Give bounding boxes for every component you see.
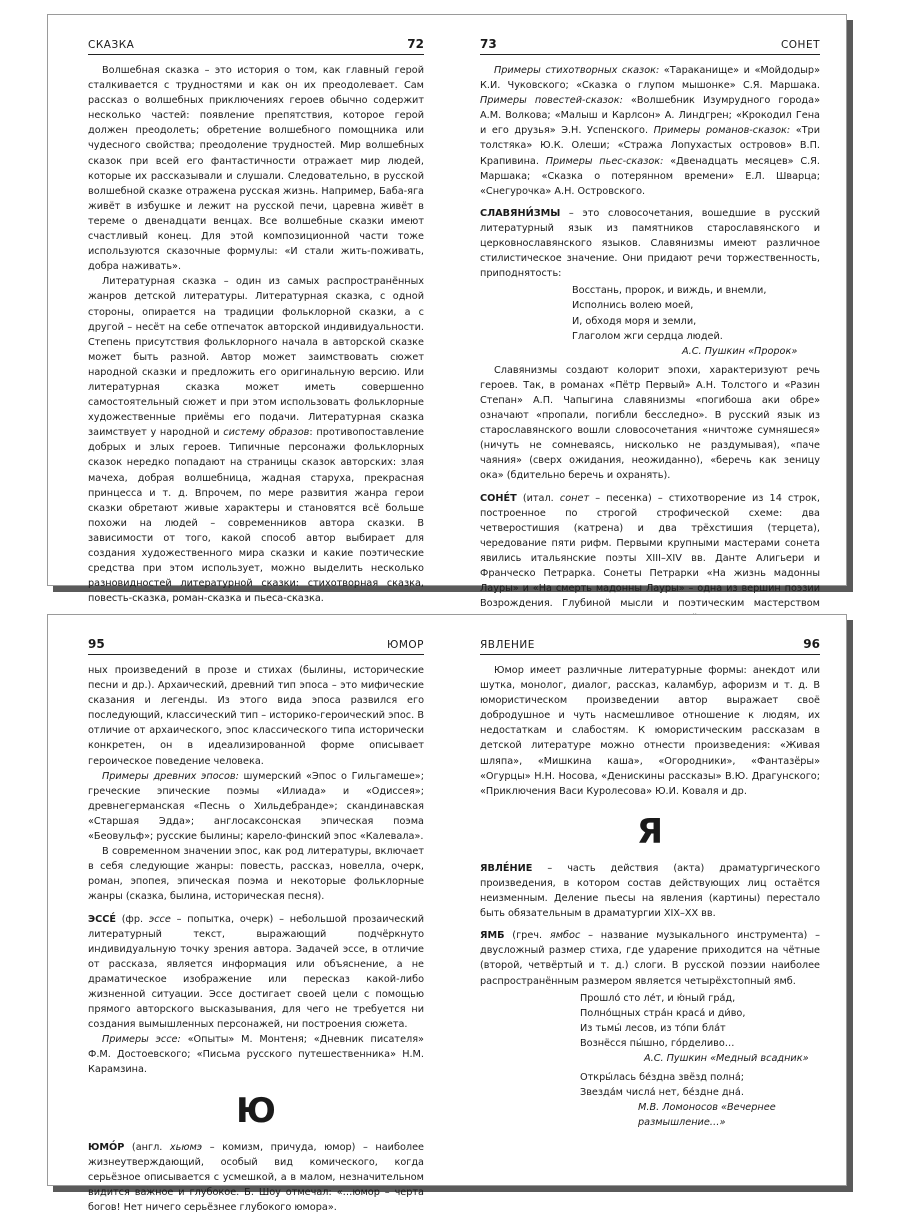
page-96 xyxy=(448,615,848,1185)
header-title: ЮМОР xyxy=(387,639,424,651)
entry-yamb: ЯМБ (греч. ямбос – название музыкального инструмента) – двусложный размер стиха, где ударение приходится на чётные (второй, четвёртый и т. д.) слоги. В русской поэзии наиболее распространённым размером является четырёхстопный ямб. xyxy=(480,930,820,987)
entry-term: ЮМО́Р xyxy=(88,1141,125,1153)
page-body xyxy=(88,63,424,606)
poem-attribution: А.С. Пушкин «Пророк» xyxy=(682,345,798,357)
paragraph: Волшебная сказка – это история о том, как главный герой сталкивается с трудностями и как он их преодолевает. Сам рассказ о волшебных приключениях героев обычно содержит несколько частей: появление препятствия, которое герой должен преодолеть; обретение волшебного помощника или чудесного свойства; преодоление трудностей. Мир волшебных сказок при всей его фантастичности отражает мир людей, которые их рассказывали и слушали. Следовательно, в русской волшебной сказке отражена русская жизнь. Например, Баба-яга живёт в избушке и лежит на русской печи, царевна живёт в тереме о двенадцати венцах. Все волшебные сказки имеют счастливый конец. Для этой композиционной части тоже используются сказочные формулы: «И стали жить-поживать, добра наживать». xyxy=(88,65,424,273)
paragraph: ных произведений в прозе и стихах (былины, исторические песни и др.). Архаический, древний тип эпоса – это мифические сказания и легенды. Из этого вида эпоса развился его последующий, классический тип – историко-героический эпос. В отличие от архаического, эпос классического типа исторически конкретен, он в идеализированной форме описывает героическое поведение человека. xyxy=(88,665,424,767)
poem-attribution: А.С. Пушкин «Медный всадник» xyxy=(644,1052,809,1064)
page-body xyxy=(480,663,820,1130)
poem-attribution: размышление…» xyxy=(638,1117,726,1129)
page-73 xyxy=(448,15,848,610)
page-95 xyxy=(48,615,448,1213)
entry-yavlenie: ЯВЛЕ́НИЕ – часть действия (акта) драматургического произведения, в котором состав действующих лиц остаётся неизменным. Деление пьесы на явления (картины) перестало быть обязательным в драматургии XIX–XX вв. xyxy=(480,862,820,920)
entry-term: ЭССЕ́ xyxy=(88,913,116,925)
entry-term: СЛАВЯНИ́ЗМЫ xyxy=(480,207,561,219)
section-letter: Ю xyxy=(236,1090,276,1131)
poem-quote: Откры́лась бе́здна звёзд полна́; Звезда́м числа́ нет, бе́здне дна́. М.В. Ломоносов «Вечернее размышление…» xyxy=(480,1070,820,1130)
running-header xyxy=(88,637,424,655)
page-number: 73 xyxy=(480,37,497,51)
entry-term: ЯВЛЕ́НИЕ xyxy=(480,862,533,874)
paragraph: Славянизмы создают колорит эпохи, характеризуют речь героев. Так, в романах «Пётр Первый» А.Н. Толстого и «Разин Степан» А.П. Чапыгина славянизмы «погибоша аки обре» означают «пропали, погибли бесследно». В русский язык из старославянского вошли словосочетания «ничтоже сумняшеся» (ничуть не сомневаясь, нисколько не раздумывая), «паче чаяния» (сверх ожидания, неожиданно), «беречь как зеницу ока» (бдительно беречь и охранять). xyxy=(480,364,820,482)
running-header xyxy=(88,37,424,55)
page-72 xyxy=(48,15,448,605)
page-body xyxy=(480,63,820,641)
examples-paragraph: Примеры древних эпосов: шумерский «Эпос о Гильгамеше»; греческие эпические поэмы «Илиада» и «Одиссея»; древнегерманская «Песнь о Хильдебранде»; скандинавская «Старшая Эдда»; англосаксонская эпическая поэма «Беовульф»; русские былины; карело-финский эпос «Калевала». xyxy=(88,770,424,843)
section-letter: Я xyxy=(636,811,664,852)
entry-sonet: СОНЕ́Т (итал. сонет – песенка) – стихотворение из 14 строк, построенное по строгой строфической схеме: два четверостишия (катрена) и два трёхстишия (терцета), чередование пяти рифм. Первыми крупными мастерами сонета явились итальянские поэты XIII–XIV вв. Данте Алигьери и Франческо Петрарка. Сонеты Петрарки «На жизнь мадонны Лауры» и «На смерть мадонны Лауры» – одна из вершин поэзии Возрождения. Глубиной мысли и поэтическим мастерством xyxy=(480,492,820,610)
entry-esse: ЭССЕ́ (фр. эссе – попытка, очерк) – небольшой прозаический литературный текст, выражающий подчёркнуто индивидуальную точку зрения автора. Задачей эссе, в отличие от рассказа, является информация или объяснение, а не драматическое изображение или пересказ какой-либо жизненной ситуации. Эссе достигает своей цели с помощью прямого авторского высказывания, для чего не требуется ни создания вымышленных персонажей, ни построения сюжета. xyxy=(88,913,424,1031)
book-spread-bottom xyxy=(47,614,847,1213)
page-number: 95 xyxy=(88,637,105,651)
entry-slavyanizmy: СЛАВЯНИ́ЗМЫ – это словосочетания, вошедшие в русский литературный язык из памятников старославянского и церковнославянского языков. Славянизмы имеют различное стилистическое значение. Они придают речи торжественность, приподнятость: xyxy=(480,207,820,280)
entry-yumor: ЮМО́Р (англ. хьюмэ – комизм, причуда, юмор) – наиболее жизнеутверждающий, особый вид комического, когда серьёзное описывается с усмешкой, а в малом, незначительном видится важное и глубокое. Б. Шоу отмечал: «…юмор – черта богов! Нет ничего серьёзнее глубокого юмора». xyxy=(88,1141,424,1213)
examples-paragraph: Примеры эссе: «Опыты» М. Монтеня; «Дневник писателя» Ф.М. Достоевского; «Письма русского путешественника» Н.М. Карамзина. xyxy=(88,1034,424,1076)
paragraph: Юмор имеет различные литературные формы: анекдот или шутка, монолог, диалог, рассказ, каламбур, афоризм и т. д. В юмористическом произведении автор выражает своё добродушное и чуть насмешливое отношение к людям, их недостаткам и слабостям. К юмористическим рассказам в детской литературе можно отнести произведения: «Живая шляпа», «Мишкина каша», «Огородники», «Фантазёры» «Огурцы» Н.Н. Носова, «Денискины рассказы» В.Ю. Драгунского; «Приключения Васи Куролесова» Ю.И. Коваля и др. xyxy=(480,665,820,797)
header-title: СОНЕТ xyxy=(780,39,820,51)
examples-paragraph: Примеры стихотворных сказок: «Тараканище» и «Мойдодыр» К.И. Чуковского; «Сказка о глупом мышонке» С.Я. Маршака. Примеры повестей-сказок: «Волшебник Изумрудного города» А.М. Волкова; «Малыш и Карлсон» А. Линдгрен; «Крокодил Гена и его друзья» Э.Н. Успенского. Примеры романов-сказок: «Три толстяка» Ю.К. Олеши; «Стража Лопухастых островов» В.П. Крапивина. Примеры пьес-сказок: «Двенадцать месяцев» С.Я. Маршака; «Сказка о потерянном времени» Е.Л. Шварца; «Снегурочка» А.Н. Островского. xyxy=(480,65,820,197)
poem-attribution: М.В. Ломоносов «Вечернее xyxy=(638,1102,776,1114)
page-number: 72 xyxy=(407,37,424,51)
page-body xyxy=(88,663,424,1215)
header-title: СКАЗКА xyxy=(88,39,135,51)
entry-term: ЯМБ xyxy=(480,930,505,942)
paragraph: Литературная сказка – один из самых распространённых жанров детской литературы. Литературная сказка, с одной стороны, опирается на традиции фольклорной сказки, а с другой – несёт на себе отпечаток авторской индивидуальности. Степень присутствия фольклорного начала в авторской сказке может быть разной. Автор может заимствовать сюжет народной сказки и предложить его оригинальную версию. Или литературная сказка может иметь совершенно самостоятельный сюжет и при этом использовать фольклорные художественные приёмы его подачи. Литературная сказка заимствует у народной и систему образов: противопоставление добрых и злых героев. Типичные персонажи фольклорных сказок нередко попадают на страницы сказок авторских: злая мачеха, добрая волшебница, жадная старуха, прекрасная принцесса и т. д. Впрочем, по мере развития жанра герои сказки обретают живые характеры и становятся всё больше похожи на людей – современников автора сказки. В зависимости от того, какой способ автор выбирает для создания художественного мира сказки и какие поэтические средства при этом использует, можно выделить несколько разновидностей литературной сказки: стихотворная сказка, повесть-сказка, роман-сказка и пьеса-сказка. xyxy=(88,276,424,605)
poem-quote: Восстань, пророк, и виждь, и внемли, Исполнись волею моей, И, обходя моря и земли, Глаголом жги сердца людей. А.С. Пушкин «Пророк» xyxy=(480,283,820,358)
entry-term: СОНЕ́Т xyxy=(480,492,517,504)
paragraph: В современном значении эпос, как род литературы, включает в себя следующие жанры: повесть, рассказ, новелла, очерк, роман, эпопея, эпическая поэма и некоторые фольклорные жанры (сказка, былина, историческая песня). xyxy=(88,846,424,903)
running-header xyxy=(480,637,820,655)
page-number: 96 xyxy=(803,637,820,651)
book-spread-top xyxy=(47,14,847,610)
poem-quote: Прошло́ сто ле́т, и ю́ный гра́д, Полно́щных стра́н краса́ и ди́во, Из тьмы́ лесов, из то́пи бла́т Вознёсся пы́шно, го́рделиво… А.С. Пушкин «Медный всадник» xyxy=(480,991,820,1066)
header-title: ЯВЛЕНИЕ xyxy=(480,639,535,651)
running-header xyxy=(480,37,820,55)
